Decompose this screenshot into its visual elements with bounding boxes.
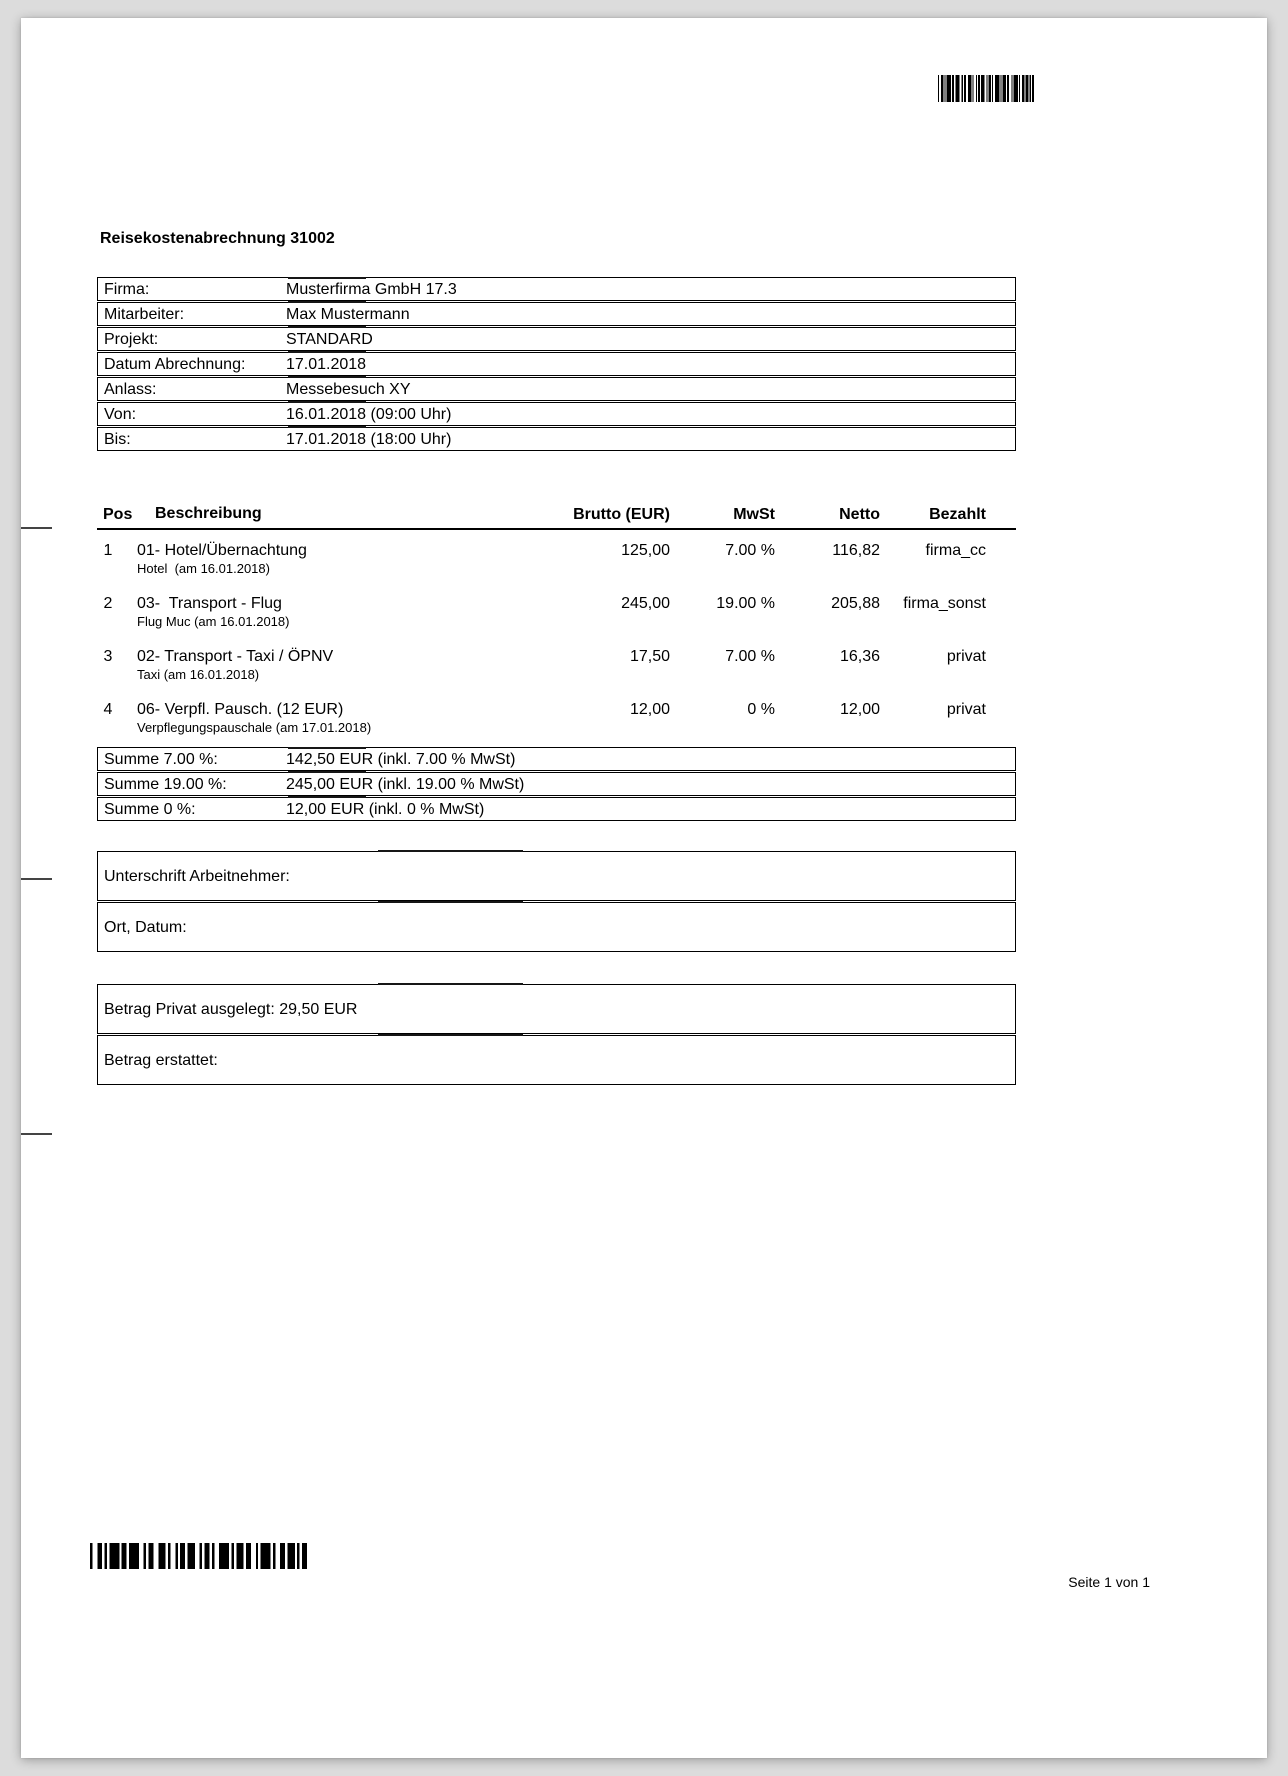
column-header-mwst: MwSt	[733, 506, 775, 523]
column-header-netto: Netto	[839, 506, 880, 523]
position-bezahlt: firma_cc	[925, 542, 986, 559]
position-number: 4	[103, 701, 113, 718]
column-header-beschreibung: Beschreibung	[155, 505, 262, 522]
fold-mark	[21, 1133, 52, 1135]
header-info-row	[97, 277, 1016, 301]
field-label: Mitarbeiter:	[104, 306, 185, 323]
positions-table-header	[97, 504, 1016, 530]
position-description: 03- Transport - Flug	[137, 595, 282, 612]
field-value: Max Mustermann	[286, 306, 410, 323]
document-title: Reisekostenabrechnung 31002	[100, 230, 335, 247]
field-value: Messebesuch XY	[286, 381, 411, 398]
header-info-row	[97, 327, 1016, 351]
signature-box	[97, 851, 1016, 953]
position-mwst: 0 %	[747, 701, 775, 718]
page-number: Seite 1 von 1	[1068, 1574, 1150, 1590]
position-description-cell	[137, 595, 555, 629]
amount-label: Betrag erstattet:	[104, 1052, 218, 1069]
signature-label: Ort, Datum:	[104, 919, 187, 936]
fold-mark	[21, 878, 52, 880]
field-label: Projekt:	[104, 331, 159, 348]
position-row	[97, 542, 1016, 576]
header-info-row	[97, 377, 1016, 401]
position-mwst: 19.00 %	[716, 595, 775, 612]
field-label: Datum Abrechnung:	[104, 356, 246, 373]
position-number: 3	[103, 648, 113, 665]
field-value: 16.01.2018 (09:00 Uhr)	[286, 406, 452, 423]
signature-label: Unterschrift Arbeitnehmer:	[104, 868, 290, 885]
position-row	[97, 595, 1016, 629]
position-description-cell	[137, 648, 555, 682]
position-netto: 12,00	[839, 701, 880, 718]
position-bezahlt: privat	[946, 701, 986, 718]
column-header-bezahlt: Bezahlt	[929, 506, 986, 523]
field-value: STANDARD	[286, 331, 373, 348]
column-header-pos: Pos	[103, 506, 133, 523]
amount-box	[97, 984, 1016, 1086]
field-label: Von:	[104, 406, 137, 423]
document-page	[21, 18, 1267, 1758]
barcode-bottom-left	[90, 1543, 307, 1569]
position-mwst: 7.00 %	[725, 542, 775, 559]
header-info-row	[97, 402, 1016, 426]
header-info-row	[97, 352, 1016, 376]
position-netto: 116,82	[832, 542, 880, 559]
vat-summary-row	[97, 797, 1016, 821]
header-info-table	[97, 277, 1016, 452]
position-netto: 16,36	[839, 648, 880, 665]
summary-value: 142,50 EUR (inkl. 7.00 % MwSt)	[286, 751, 516, 768]
summary-label: Summe 0 %:	[104, 801, 196, 818]
vat-summary-row	[97, 747, 1016, 771]
position-bezahlt: privat	[946, 648, 986, 665]
position-brutto: 17,50	[629, 648, 670, 665]
column-header-brutto: Brutto (EUR)	[573, 506, 670, 523]
position-description-cell	[137, 701, 555, 735]
position-detail: Hotel (am 16.01.2018)	[137, 561, 270, 576]
position-bezahlt: firma_sonst	[903, 595, 986, 612]
position-brutto: 125,00	[621, 542, 670, 559]
position-description: 01- Hotel/Übernachtung	[137, 542, 307, 559]
position-row	[97, 648, 1016, 682]
header-info-row	[97, 302, 1016, 326]
amount-label: Betrag Privat ausgelegt: 29,50 EUR	[104, 1001, 358, 1018]
position-brutto: 12,00	[629, 701, 670, 718]
positions-table	[97, 504, 1016, 735]
field-value: Musterfirma GmbH 17.3	[286, 281, 457, 298]
summary-value: 245,00 EUR (inkl. 19.00 % MwSt)	[286, 776, 525, 793]
position-row	[97, 701, 1016, 735]
position-detail: Flug Muc (am 16.01.2018)	[137, 614, 290, 629]
barcode-top-right	[938, 75, 1034, 102]
summary-label: Summe 19.00 %:	[104, 776, 227, 793]
summary-value: 12,00 EUR (inkl. 0 % MwSt)	[286, 801, 485, 818]
position-number: 1	[103, 542, 113, 559]
position-netto: 205,88	[831, 595, 880, 612]
position-number: 2	[103, 595, 113, 612]
position-detail: Verpflegungspauschale (am 17.01.2018)	[137, 720, 372, 735]
position-description: 06- Verpfl. Pausch. (12 EUR)	[137, 701, 344, 718]
field-label: Firma:	[104, 281, 150, 298]
amount-row	[97, 984, 1016, 1034]
summary-label: Summe 7.00 %:	[104, 751, 218, 768]
position-description-cell	[137, 542, 555, 576]
field-value: 17.01.2018	[286, 356, 367, 373]
field-value: 17.01.2018 (18:00 Uhr)	[286, 431, 452, 448]
fold-mark	[21, 527, 52, 529]
position-description: 02- Transport - Taxi / ÖPNV	[137, 648, 334, 665]
vat-summary-table	[97, 747, 1016, 822]
field-label: Anlass:	[104, 381, 157, 398]
signature-row	[97, 851, 1016, 901]
header-info-row	[97, 427, 1016, 451]
position-detail: Taxi (am 16.01.2018)	[137, 667, 260, 682]
amount-row	[97, 1035, 1016, 1085]
position-mwst: 7.00 %	[725, 648, 775, 665]
position-brutto: 245,00	[621, 595, 670, 612]
signature-row	[97, 902, 1016, 952]
vat-summary-row	[97, 772, 1016, 796]
positions-table-body	[97, 542, 1016, 735]
field-label: Bis:	[104, 431, 131, 448]
